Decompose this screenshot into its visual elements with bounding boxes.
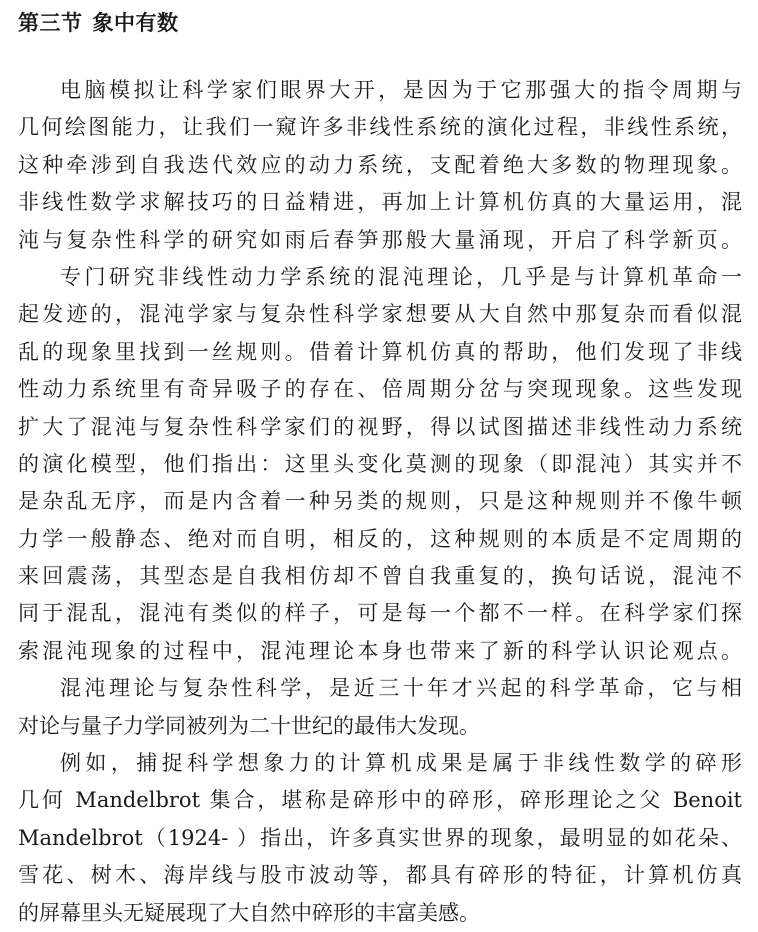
text-line: 性动力系统里有奇异吸子的存在、倍周期分岔与突现现象。这些发现	[18, 377, 742, 402]
text-line: 对论与量子力学同被列为二十世纪的最伟大发现。	[18, 713, 480, 738]
text-line: 同于混乱，混沌有类似的样子，可是每一个都不一样。在科学家们探	[18, 601, 742, 626]
text-line: 是杂乱无序，而是内含着一种另类的规则，只是这种规则并不像牛顿	[18, 489, 742, 514]
section-heading	[18, 8, 179, 38]
text-line: Mandelbrot（1924- ）指出，许多真实世界的现象，最明显的如花朵、	[18, 825, 742, 850]
body-text	[18, 72, 742, 932]
text-line: 非线性数学求解技巧的日益精进，再加上计算机仿真的大量运用，混	[18, 190, 742, 215]
text-line: 几何 Mandelbrot 集合，堪称是碎形中的碎形，碎形理论之父 Benoit	[18, 788, 742, 813]
text-line: 例如，捕捉科学想象力的计算机成果是属于非线性数学的碎形	[60, 751, 742, 776]
paragraph-1	[18, 72, 742, 259]
text-line: 几何绘图能力，让我们一窥许多非线性系统的演化过程，非线性系统，	[18, 115, 742, 140]
section-number: 第三节	[18, 11, 83, 35]
text-line: 专门研究非线性动力学系统的混沌理论，几乎是与计算机革命一	[60, 264, 742, 289]
text-line: 扩大了混沌与复杂性科学家们的视野，得以试图描述非线性动力系统	[18, 414, 742, 439]
text-line: 的演化模型，他们指出：这里头变化莫测的现象（即混沌）其实并不	[18, 451, 742, 476]
paragraph-2	[18, 259, 742, 670]
text-line: 混沌理论与复杂性科学，是近三十年才兴起的科学革命，它与相	[60, 676, 742, 701]
paragraph-4	[18, 745, 742, 932]
text-line: 乱的现象里找到一丝规则。借着计算机仿真的帮助，他们发现了非线	[18, 339, 742, 364]
text-line: 电脑模拟让科学家们眼界大开，是因为于它那强大的指令周期与	[60, 78, 742, 102]
text-line: 雪花、树木、海岸线与股市波动等，都具有碎形的特征，计算机仿真	[18, 863, 742, 888]
text-line: 的屏幕里头无疑展现了大自然中碎形的丰富美感。	[18, 900, 480, 925]
text-line: 沌与复杂性科学的研究如雨后春笋那般大量涌现，开启了科学新页。	[18, 227, 742, 252]
text-line: 力学一般静态、绝对而自明，相反的，这种规则的本质是不定周期的	[18, 526, 742, 551]
section-title: 象中有数	[92, 11, 179, 35]
text-line: 来回震荡，其型态是自我相仿却不曾自我重复的，换句话说，混沌不	[18, 564, 742, 589]
text-line: 索混沌现象的过程中，混沌理论本身也带来了新的科学认识论观点。	[18, 638, 742, 663]
paragraph-3	[18, 670, 742, 745]
text-line: 起发迹的，混沌学家与复杂性科学家想要从大自然中那复杂而看似混	[18, 302, 742, 327]
text-line: 这种牵涉到自我迭代效应的动力系统，支配着绝大多数的物理现象。	[18, 152, 742, 177]
